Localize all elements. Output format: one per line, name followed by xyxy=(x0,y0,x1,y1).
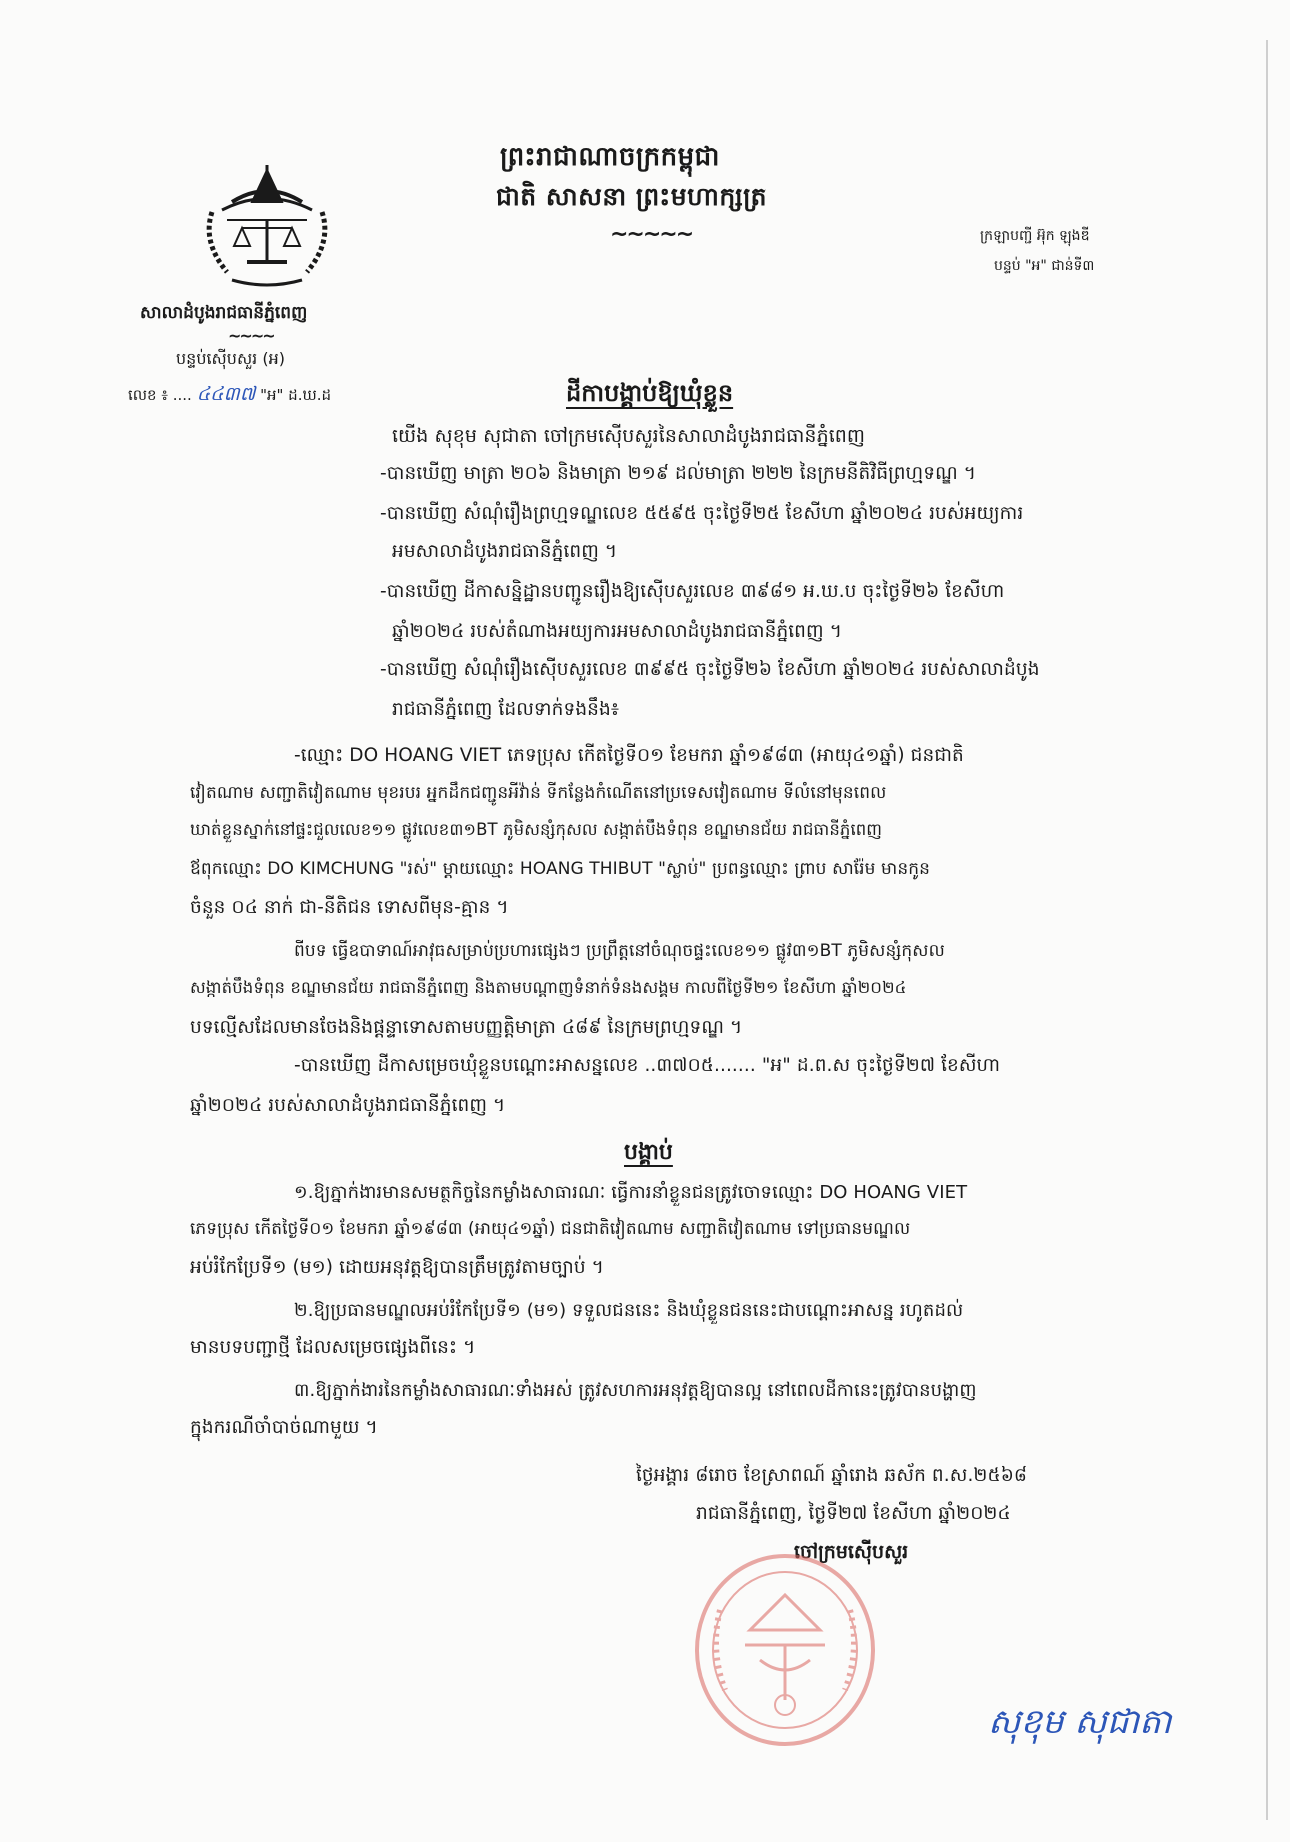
body-line: ឆ្នាំ២០២៤ របស់សាលាដំបូងរាជធានីភ្នំពេញ ។ xyxy=(190,1095,506,1116)
court-seal xyxy=(690,1550,880,1750)
body-line: -ឈ្មោះ DO HOANG VIET ភេទប្រុស កើតថ្ងៃទី០១ ខែមករា ឆ្នាំ១៩៨៣ (អាយុ៤១ឆ្នាំ) ជនជាតិ xyxy=(294,745,964,766)
lunar-date: ថ្ងៃអង្គារ ៨រោច ខែស្រាពណ៍ ឆ្នាំរោង ឆស័ក ព.ស.២៥៦៨ xyxy=(636,1465,1028,1486)
body-line: -បានឃើញ សំណុំរឿងព្រហ្មទណ្ឌលេខ ៥៥៩៥ ចុះថ្ងៃទី២៥ ខែសីហា ឆ្នាំ២០២៤ របស់អយ្យការ xyxy=(380,503,1024,524)
kingdom-title: ព្រះរាជាណាចក្រកម្ពុជា xyxy=(500,142,720,172)
order-line: ក្នុងករណីចាំបាច់ណាមួយ ។ xyxy=(190,1417,378,1438)
order-heading: បង្គាប់ xyxy=(624,1140,673,1165)
page-edge-line xyxy=(1266,40,1268,1820)
header-ornament: ~~~~~ xyxy=(610,222,693,247)
body-line: ឪពុកឈ្មោះ DO KIMCHUNG "រស់" ម្ដាយឈ្មោះ HOANG THIBUT "ស្លាប់" ប្រពន្ធឈ្មោះ ព្រាប សារ៉ែម មានកូន xyxy=(190,859,931,879)
reference-number-row: លេខ ៖ .... ៤៤៣៧ "អ" ដ.ឃ.ដ xyxy=(128,383,332,405)
place-date: រាជធានីភ្នំពេញ, ថ្ងៃទី២៧ ខែសីហា ឆ្នាំ២០២៤ xyxy=(696,1503,1011,1524)
body-line: វៀតណាម សញ្ជាតិវៀតណាម មុខរបរ អ្នកដឹកជញ្ជូនអីវ៉ាន់ ទីកន្លែងកំណើតនៅប្រទេសវៀតណាម ទីលំនៅមុនពេល xyxy=(190,783,887,803)
body-line: -បានឃើញ ដីកាសន្និដ្ឋានបញ្ជូនរឿងឱ្យស៊ើបសួរលេខ ៣៩៨១ អ.ឃ.ប ចុះថ្ងៃទី២៦ ខែសីហា xyxy=(380,581,1005,602)
body-line: -បានឃើញ សំណុំរឿងស៊ើបសួរលេខ ៣៩៩៥ ចុះថ្ងៃទី២៦ ខែសីហា ឆ្នាំ២០២៤ របស់សាលាដំបូង xyxy=(380,659,1040,680)
body-line: ពីបទ ធ្វើឧបាទាណ៍អាវុធសម្រាប់ប្រហារផ្សេងៗ ប្រព្រឹត្តនៅចំណុចផ្ទះលេខ១១ ផ្លូវ៣១BT ភូមិសន្សំកុសល xyxy=(294,941,945,961)
reference-number-label: លេខ xyxy=(128,386,157,404)
order-line: អប់រំកែប្រែទី១ (ម១) ដោយអនុវត្តឱ្យបានត្រឹមត្រូវតាមច្បាប់ ។ xyxy=(190,1257,604,1278)
document-title: ដីកាបង្គាប់ឱ្យឃុំខ្លួន xyxy=(566,379,734,407)
body-line: សង្កាត់បឹងទំពុន ខណ្ឌមានជ័យ រាជធានីភ្នំពេញ និងតាមបណ្ដាញទំនាក់ទំនងសង្គម កាលពីថ្ងៃទី២១ ខែសីហា ឆ្នាំ២០២៤ xyxy=(190,978,907,997)
reference-number-suffix: "អ" ដ.ឃ.ដ xyxy=(260,386,332,404)
body-line: ចំនួន ០៤ នាក់ ជា-នីតិជន ទោសពីមុន-គ្មាន ។ xyxy=(190,897,509,918)
order-line: ២.ឱ្យប្រធានមណ្ឌលអប់រំកែប្រែទី១ (ម១) ទទួលជននេះ និងឃុំខ្លួនជននេះជាបណ្ដោះអាសន្ន រហូតដល់ xyxy=(294,1300,964,1321)
body-line: យើង សុខុម សុជាតា ចៅក្រមស៊ើបសួរនៃសាលាដំបូងរាជធានីភ្នំពេញ xyxy=(392,425,866,447)
court-office: បន្ទប់ស៊ើបសួរ (អ) xyxy=(176,349,285,368)
reference-number-value: ៤៤៣៧ xyxy=(196,383,256,405)
signature-name: សុខុម សុជាតា xyxy=(988,1702,1172,1742)
order-line: ៣.ឱ្យភ្នាក់ងារនៃកម្លាំងសាធារណៈទាំងអស់ ត្រូវសហការអនុវត្តឱ្យបានល្អ នៅពេលដីកានេះត្រូវបានបង្ហាញ xyxy=(294,1380,977,1401)
body-line: បទល្មើសដែលមានចែងនិងផ្ដន្ទាទោសតាមបញ្ញត្តិមាត្រា ៤៨៩ នៃក្រមព្រហ្មទណ្ឌ ។ xyxy=(190,1017,743,1038)
body-line: អមសាលាដំបូងរាជធានីភ្នំពេញ ។ xyxy=(392,541,618,562)
court-ornament: ~~~~ xyxy=(228,326,274,345)
clerk-name: ក្រឡាបញ្ជី អ៊ុក ឡុងឌី xyxy=(980,228,1090,244)
clerk-room: បន្ទប់ "អ" ជាន់ទី៣ xyxy=(994,258,1095,274)
body-line: រាជធានីភ្នំពេញ ដែលទាក់ទងនឹង៖ xyxy=(392,699,620,720)
signer-role: ចៅក្រមស៊ើបសួរ xyxy=(794,1541,909,1563)
body-line: -បានឃើញ មាត្រា ២០៦ និងមាត្រា ២១៩ ដល់មាត្រា ២២២ នៃក្រមនីតិវិធីព្រហ្មទណ្ឌ ។ xyxy=(380,463,977,484)
court-emblem xyxy=(192,162,342,290)
order-line: ១.ឱ្យភ្នាក់ងារមានសមត្ថកិច្ចនៃកម្លាំងសាធារណៈ ធ្វើការនាំខ្លួនជនត្រូវចោទឈ្មោះ DO HOANG VIET xyxy=(294,1182,968,1203)
body-line: ឃាត់ខ្លួនស្នាក់នៅផ្ទះជួលលេខ១១ ផ្លូវលេខ៣១BT ភូមិសន្សំកុសល សង្កាត់បឹងទំពុន ខណ្ឌមានជ័យ រាជធានីភ្នំពេញ xyxy=(190,820,883,839)
order-line: ភេទប្រុស កើតថ្ងៃទី០១ ខែមករា ឆ្នាំ១៩៨៣ (អាយុ៤១ឆ្នាំ) ជនជាតិវៀតណាម សញ្ជាតិវៀតណាម ទៅប្រធានមណ្ឌល xyxy=(190,1219,911,1239)
order-line: មានបទបញ្ជាថ្មី ដែលសម្រេចផ្សេងពីនេះ ។ xyxy=(190,1337,476,1358)
court-name: សាលាដំបូងរាជធានីភ្នំពេញ xyxy=(140,303,308,323)
body-line: -បានឃើញ ដីកាសម្រេចឃុំខ្លួនបណ្ដោះអាសន្នលេខ ..៣៧០៥....... "អ" ដ.ព.ស ចុះថ្ងៃទី២៧ ខែសីហា xyxy=(294,1055,1001,1076)
national-motto: ជាតិ សាសនា ព្រះមហាក្សត្រ xyxy=(496,182,767,211)
body-line: ឆ្នាំ២០២៤ របស់តំណាងអយ្យការអមសាលាដំបូងរាជធានីភ្នំពេញ ។ xyxy=(392,621,842,642)
